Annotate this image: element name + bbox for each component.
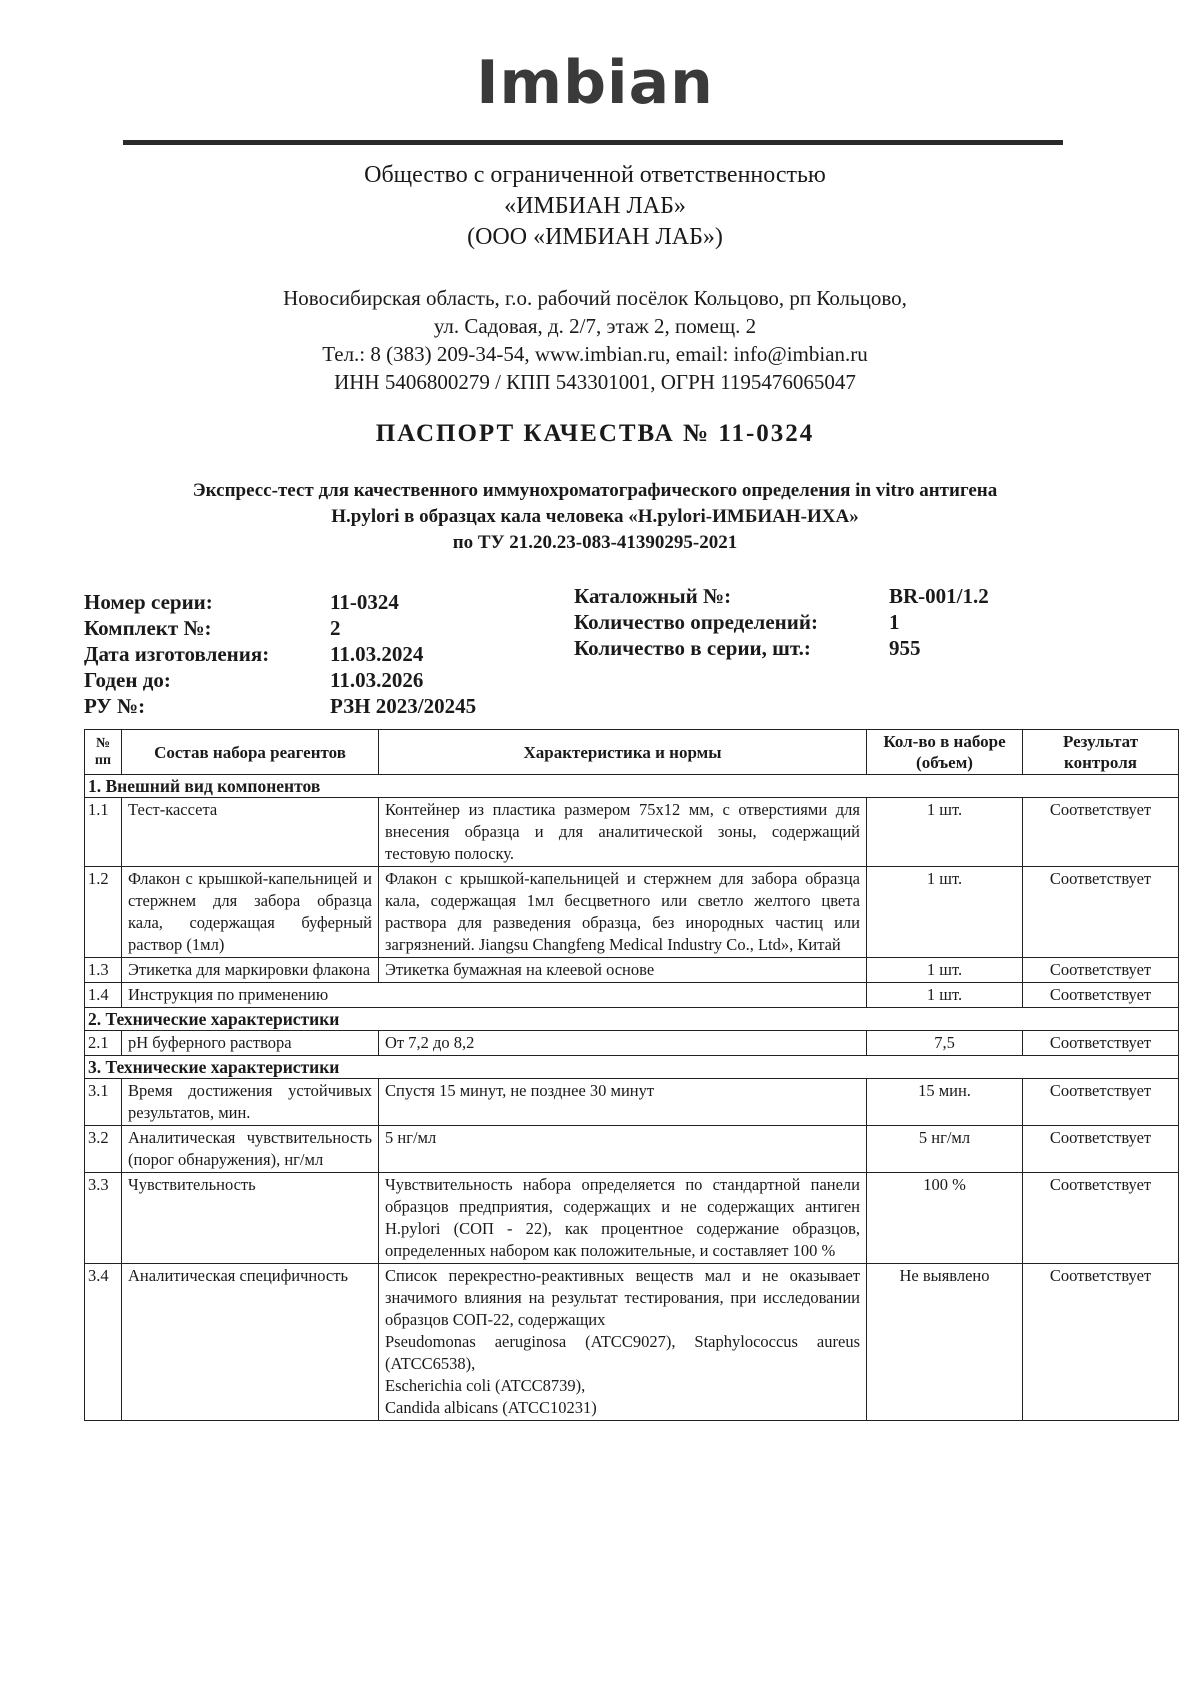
- row-characteristics: Спустя 15 минут, не позднее 30 минут: [379, 1079, 867, 1126]
- section-row: [85, 775, 1179, 798]
- address-line: ул. Садовая, д. 2/7, этаж 2, помещ. 2: [433, 314, 757, 338]
- row-num: 3.4: [85, 1264, 122, 1421]
- row-quantity: 5 нг/мл: [867, 1126, 1023, 1173]
- char-line: Candida albicans (ATCC10231): [385, 1398, 597, 1417]
- row-result: Соответствует: [1023, 867, 1179, 958]
- row-result: Соответствует: [1023, 1173, 1179, 1264]
- row-result: Соответствует: [1023, 958, 1179, 983]
- header-divider: [123, 140, 1063, 145]
- row-characteristics: От 7,2 до 8,2: [379, 1031, 867, 1056]
- row-composition: Этикетка для маркировки флакона: [122, 958, 379, 983]
- row-composition: Чувствительность: [122, 1173, 379, 1264]
- char-line: Список перекрестно-реактивных веществ мал и не оказывает значимого влияния на результат тестирования, при исследовании образцов СОП-22, содержащих: [385, 1266, 860, 1329]
- document-title: ПАСПОРТ КАЧЕСТВА № 11-0324: [375, 420, 815, 447]
- registration-label: РУ №:: [84, 694, 146, 718]
- row-quantity: 7,5: [867, 1031, 1023, 1056]
- table-row: [85, 958, 1179, 983]
- section-title: 2. Технические характеристики: [85, 1008, 1179, 1031]
- table-header-row: [85, 730, 1179, 775]
- row-num: 3.3: [85, 1173, 122, 1264]
- row-num: 1.2: [85, 867, 122, 958]
- table-row: [85, 867, 1179, 958]
- table-row: [85, 1031, 1179, 1056]
- catalog-value: BR-001/1.2: [889, 584, 989, 608]
- row-composition: Тест-кассета: [122, 798, 379, 867]
- row-composition: Флакон с крышкой-капельницей и стержнем для забора образца кала, содержащая буферный раствор (1мл): [122, 867, 379, 958]
- series-value: 11-0324: [330, 590, 399, 614]
- char-line: Escherichia coli (ATCC8739),: [385, 1376, 586, 1395]
- subtitle-line: Экспресс-тест для качественного иммунохроматографического определения in vitro антигена: [192, 480, 998, 501]
- row-quantity: Не выявлено: [867, 1264, 1023, 1421]
- row-result: Соответствует: [1023, 1264, 1179, 1421]
- table-row: [85, 1079, 1179, 1126]
- row-composition: Аналитическая чувствительность (порог обнаружения), нг/мл: [122, 1126, 379, 1173]
- row-quantity: 1 шт.: [867, 867, 1023, 958]
- address-line: Новосибирская область, г.о. рабочий посёлок Кольцово, рп Кольцово,: [283, 286, 907, 310]
- tests-value: 1: [889, 610, 900, 634]
- header-composition: Состав набора реагентов: [122, 730, 379, 775]
- row-quantity: 1 шт.: [867, 798, 1023, 867]
- org-line: (ООО «ИМБИАН ЛАБ»): [467, 224, 723, 250]
- manufacture-date-label: Дата изготовления:: [84, 642, 270, 666]
- row-num: 3.2: [85, 1126, 122, 1173]
- registration-value: РЗН 2023/20245: [330, 694, 477, 718]
- row-characteristics: Флакон с крышкой-капельницей и стержнем для забора образца кала, содержащая 1мл бесцветного или светло желтого цвета раствора для разведения образца, без инородных частиц или загрязнений. Jiangsu Changfeng Medical Industry Co., Ltd», Китай: [379, 867, 867, 958]
- series-label: Номер серии:: [84, 590, 213, 614]
- row-num: 3.1: [85, 1079, 122, 1126]
- address-line: ИНН 5406800279 / КПП 543301001, ОГРН 1195476065047: [334, 370, 856, 394]
- tests-label: Количество определений:: [574, 610, 818, 634]
- row-num: 1.3: [85, 958, 122, 983]
- row-composition: Время достижения устойчивых результатов, мин.: [122, 1079, 379, 1126]
- row-result: Соответствует: [1023, 798, 1179, 867]
- header-characteristics: Характеристика и нормы: [379, 730, 867, 775]
- organization-name: [0, 160, 1190, 253]
- row-characteristics: Контейнер из пластика размером 75x12 мм, с отверстиями для внесения образца и для аналитической зоны, содержащий тестовую полоску.: [379, 798, 867, 867]
- row-quantity: 1 шт.: [867, 958, 1023, 983]
- row-quantity: 100 %: [867, 1173, 1023, 1264]
- row-num: 2.1: [85, 1031, 122, 1056]
- row-result: Соответствует: [1023, 983, 1179, 1008]
- table-row: [85, 1173, 1179, 1264]
- row-quantity: 1 шт.: [867, 983, 1023, 1008]
- kit-label: Комплект №:: [84, 616, 212, 640]
- row-characteristics: 5 нг/мл: [379, 1126, 867, 1173]
- char-line: Pseudomonas aeruginosa (ATCC9027), Staphylococcus aureus (ATCC6538),: [385, 1332, 860, 1373]
- subtitle-line: H.pylori в образцах кала человека «H.pylori-ИМБИАН-ИХА»: [331, 506, 859, 527]
- org-line: Общество с ограниченной ответственностью: [364, 162, 826, 188]
- row-characteristics: Чувствительность набора определяется по стандартной панели образцов предприятия, содержащих и не содержащих антиген H.pylori (СОП - 22), как процентное содержание образцов, определенных набором как положительные, и составляет 100 %: [379, 1173, 867, 1264]
- org-line: «ИМБИАН ЛАБ»: [504, 193, 686, 219]
- section-row: [85, 1008, 1179, 1031]
- table-row: [85, 1264, 1179, 1421]
- row-quantity: 15 мин.: [867, 1079, 1023, 1126]
- section-row: [85, 1056, 1179, 1079]
- row-composition: Инструкция по применению: [122, 983, 867, 1008]
- row-composition: pH буферного раствора: [122, 1031, 379, 1056]
- row-result: Соответствует: [1023, 1079, 1179, 1126]
- header-num: № пп: [85, 730, 122, 775]
- row-result: Соответствует: [1023, 1031, 1179, 1056]
- expiry-value: 11.03.2026: [330, 668, 424, 692]
- row-characteristics: Этикетка бумажная на клеевой основе: [379, 958, 867, 983]
- table-row: [85, 983, 1179, 1008]
- manufacture-date-value: 11.03.2024: [330, 642, 424, 666]
- catalog-label: Каталожный №:: [574, 584, 732, 608]
- section-title: 1. Внешний вид компонентов: [85, 775, 1179, 798]
- table-row: [85, 1126, 1179, 1173]
- subtitle-line: по ТУ 21.20.23-083-41390295-2021: [452, 532, 738, 553]
- quality-table: [84, 729, 1179, 1421]
- expiry-label: Годен до:: [84, 668, 171, 692]
- row-result: Соответствует: [1023, 1126, 1179, 1173]
- header-result: Результат контроля: [1023, 730, 1179, 775]
- organization-address: [0, 284, 1190, 396]
- kit-value: 2: [330, 616, 341, 640]
- address-line: Тел.: 8 (383) 209-34-54, www.imbian.ru, email: info@imbian.ru: [322, 342, 868, 366]
- company-logo: Imbian: [476, 48, 714, 118]
- product-description: [70, 478, 1120, 556]
- batch-quantity-value: 955: [889, 636, 921, 660]
- table-row: [85, 798, 1179, 867]
- row-num: 1.1: [85, 798, 122, 867]
- batch-quantity-label: Количество в серии, шт.:: [574, 636, 811, 660]
- section-title: 3. Технические характеристики: [85, 1056, 1179, 1079]
- row-num: 1.4: [85, 983, 122, 1008]
- row-characteristics: [379, 1264, 867, 1421]
- row-composition: Аналитическая специфичность: [122, 1264, 379, 1421]
- header-quantity: Кол-во в наборе (объем): [867, 730, 1023, 775]
